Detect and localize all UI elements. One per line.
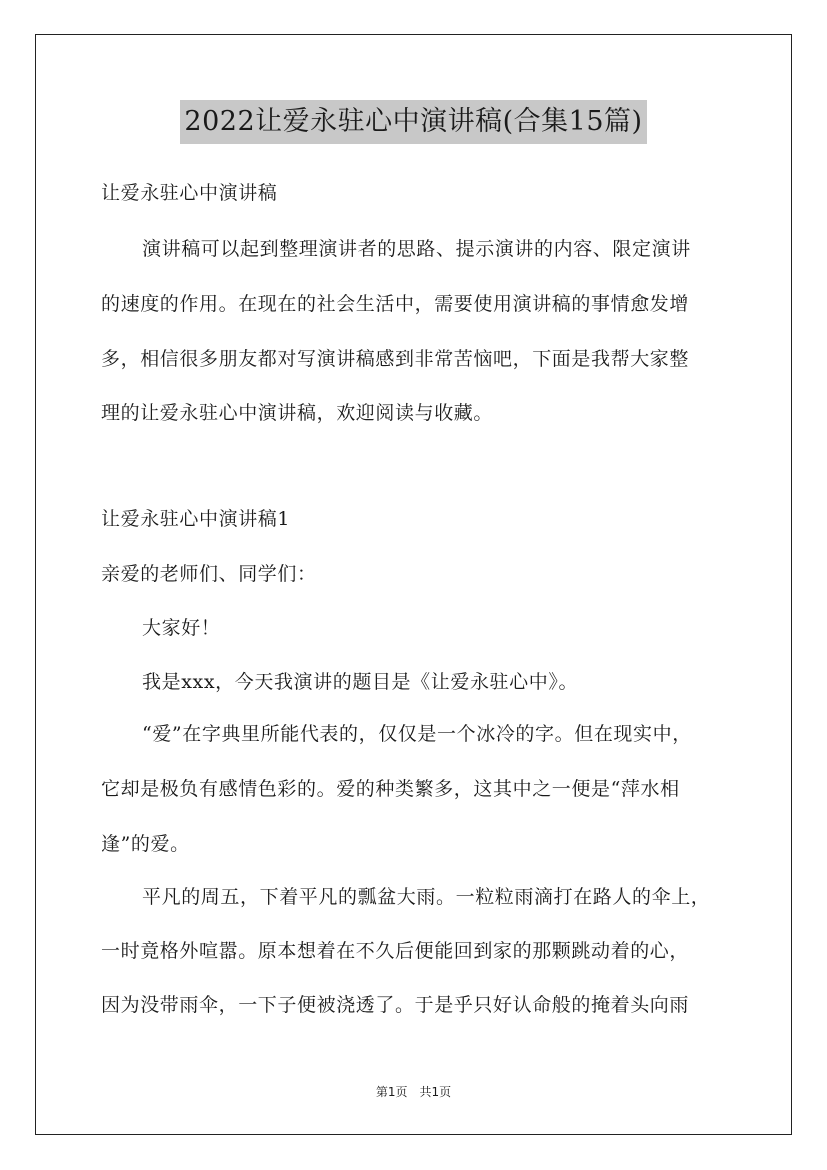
greeting: 大家好！	[142, 617, 221, 639]
subtitle: 让爱永驻心中演讲稿	[101, 182, 278, 204]
paragraph-line: 我是xxx，今天我演讲的题目是《让爱永驻心中》。	[142, 671, 579, 693]
paragraph-line: 多，相信很多朋友都对写演讲稿感到非常苦恼吧，下面是我帮大家整	[101, 348, 690, 370]
title-container	[0, 100, 827, 144]
document-title: 2022让爱永驻心中演讲稿(合集15篇)	[180, 100, 646, 144]
paragraph-line: 理的让爱永驻心中演讲稿，欢迎阅读与收藏。	[101, 402, 494, 424]
section-heading: 让爱永驻心中演讲稿1	[101, 508, 291, 530]
page-number: 第1页 共1页	[375, 1085, 452, 1099]
paragraph-line: “爱”在字典里所能代表的，仅仅是一个冰冷的字。但在现实中，	[142, 723, 692, 745]
paragraph-line: 平凡的周五，下着平凡的瓢盆大雨。一粒粒雨滴打在路人的伞上，	[142, 886, 711, 908]
paragraph-line: 因为没带雨伞，一下子便被浇透了。于是乎只好认命般的掩着头向雨	[101, 994, 690, 1016]
paragraph-line: 一时竟格外喧嚣。原本想着在不久后便能回到家的那颗跳动着的心，	[101, 940, 690, 962]
salutation: 亲爱的老师们、同学们：	[101, 563, 317, 585]
paragraph-line: 演讲稿可以起到整理演讲者的思路、提示演讲的内容、限定演讲	[142, 238, 691, 260]
paragraph-line: 它却是极负有感情色彩的。爱的种类繁多，这其中之一便是“萍水相	[101, 778, 680, 800]
paragraph-line: 的速度的作用。在现在的社会生活中，需要使用演讲稿的事情愈发增	[101, 293, 690, 315]
paragraph-line: 逢”的爱。	[101, 833, 190, 855]
